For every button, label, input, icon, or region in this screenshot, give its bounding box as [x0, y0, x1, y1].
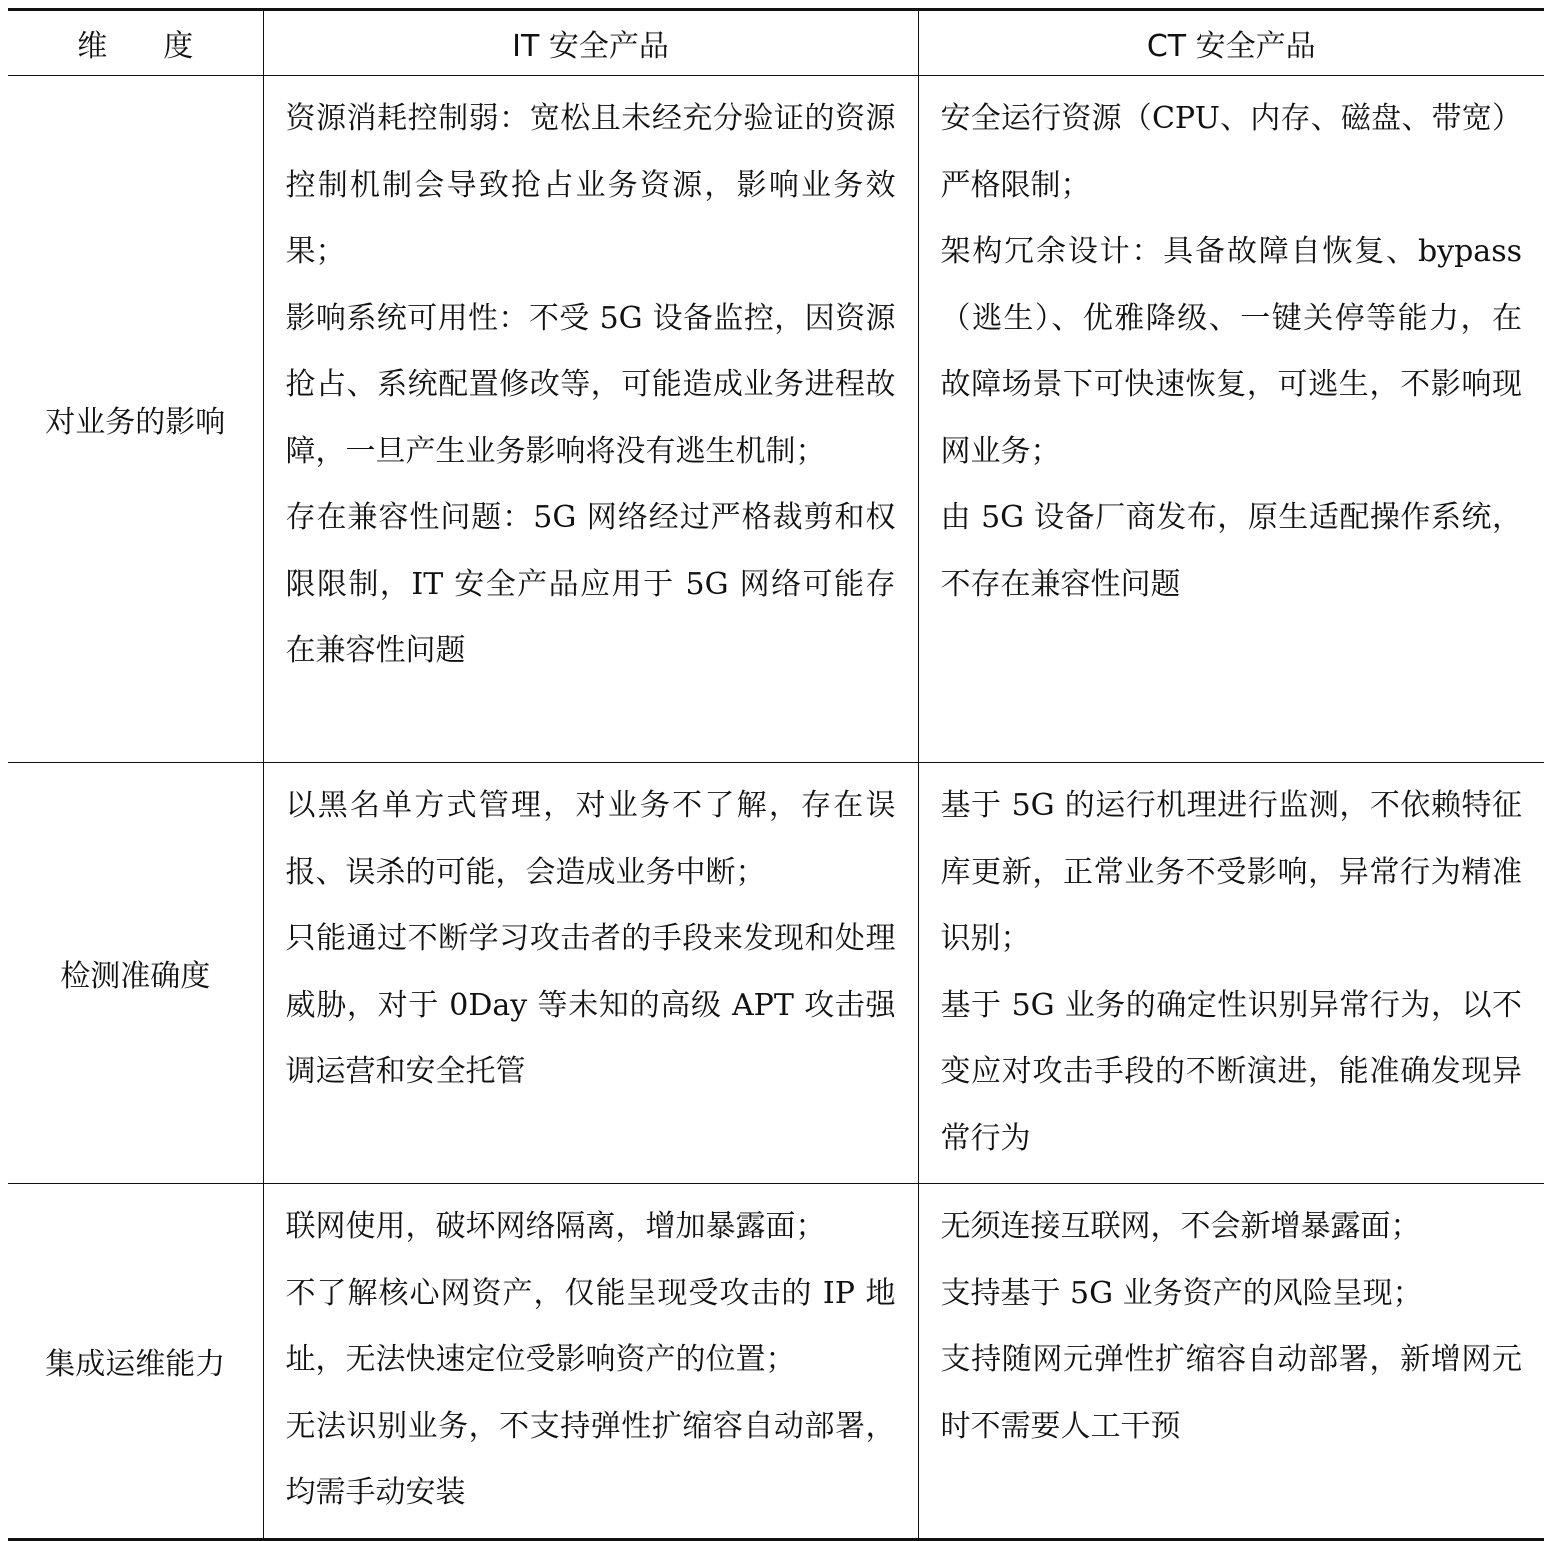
ct-paragraph: 无须连接互联网，不会新增暴露面；	[940, 1209, 1421, 1244]
ct-cell	[918, 76, 1544, 763]
table-row	[8, 763, 1544, 1184]
it-cell	[263, 76, 918, 763]
ct-paragraph: 支持基于 5G 业务资产的风险呈现；	[940, 1275, 1423, 1311]
it-paragraph: 无法识别业务，不支持弹性扩缩容自动部署，均需手动安装	[285, 1408, 896, 1510]
it-paragraph: 只能通过不断学习攻击者的手段来发现和处理威胁，对于 0Day 等未知的高级 APT 攻击强调运营和安全托管	[285, 921, 896, 1089]
dimension-cell: 检测准确度	[8, 763, 263, 1184]
comparison-table	[8, 8, 1544, 1541]
ct-cell	[918, 763, 1544, 1184]
table-row	[8, 1184, 1544, 1540]
it-cell	[263, 1184, 918, 1540]
ct-paragraph: 安全运行资源（CPU、内存、磁盘、带宽）严格限制；	[940, 101, 1522, 203]
it-paragraph: 不了解核心网资产，仅能呈现受攻击的 IP 地址，无法快速定位受影响资产的位置；	[285, 1275, 896, 1377]
ct-paragraph: 架构冗余设计：具备故障自恢复、bypass（逃生）、优雅降级、一键关停等能力，在故障场景下可快速恢复，可逃生，不影响现网业务；	[940, 234, 1522, 469]
it-paragraph: 存在兼容性问题：5G 网络经过严格裁剪和权限限制，IT 安全产品应用于 5G 网络可能存在兼容性问题	[285, 500, 896, 668]
it-paragraph: 以黑名单方式管理，对业务不了解，存在误报、误杀的可能，会造成业务中断；	[285, 788, 896, 890]
header-row	[8, 10, 1544, 76]
dimension-cell: 对业务的影响	[8, 76, 263, 763]
it-paragraph: 影响系统可用性：不受 5G 设备监控，因资源抢占、系统配置修改等，可能造成业务进程故障，一旦产生业务影响将没有逃生机制；	[285, 300, 896, 469]
it-paragraph: 联网使用，破坏网络隔离，增加暴露面；	[285, 1209, 826, 1244]
ct-paragraph: 基于 5G 业务的确定性识别异常行为，以不变应对攻击手段的不断演进，能准确发现异常行为	[940, 987, 1522, 1156]
table-row	[8, 76, 1544, 763]
ct-cell	[918, 1184, 1544, 1540]
it-cell	[263, 763, 918, 1184]
ct-paragraph: 由 5G 设备厂商发布，原生适配操作系统，不存在兼容性问题	[940, 500, 1522, 602]
it-paragraph: 资源消耗控制弱：宽松且未经充分验证的资源控制机制会导致抢占业务资源，影响业务效果；	[285, 101, 896, 269]
header-dimension: 维度	[8, 10, 263, 76]
header-it-products: IT 安全产品	[263, 10, 918, 76]
header-ct-products: CT 安全产品	[918, 10, 1544, 76]
ct-paragraph: 基于 5G 的运行机理进行监测，不依赖特征库更新，正常业务不受影响，异常行为精准识别；	[940, 788, 1522, 956]
ct-paragraph: 支持随网元弹性扩缩容自动部署，新增网元时不需要人工干预	[940, 1342, 1522, 1444]
dimension-cell: 集成运维能力	[8, 1184, 263, 1540]
